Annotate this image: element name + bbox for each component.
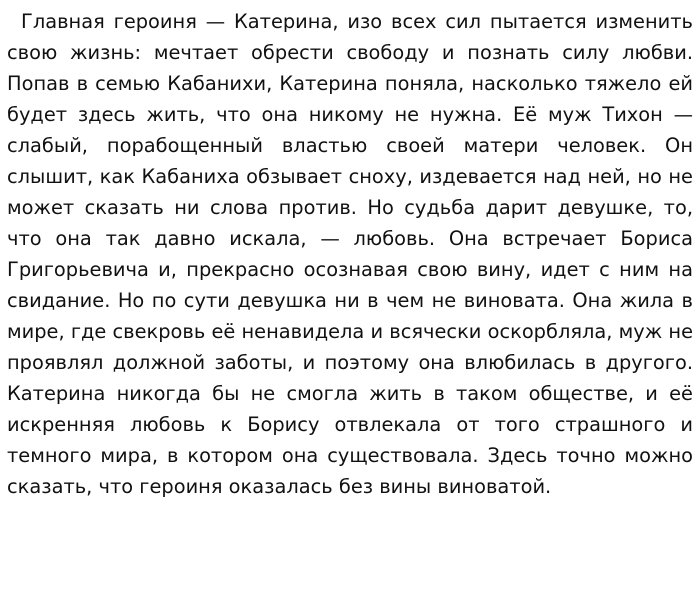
essay-paragraph: Главная героиня — Катерина, изо всех сил пытается изменить свою жизнь: мечтает обрести свободу и познать силу любви. Попав в семью Кабанихи, Катерина поняла, насколько тяжело ей будет здесь жить, что она никому не нужна. Её муж Тихон — слабый, порабощенный властью своей матери человек. Он слышит, как Кабаниха обзывает сноху, издевается над ней, но не может сказать ни слова против. Но судьба дарит девушке, то, что она так давно искала, — любовь. Она встречает Бориса Григорьевича и, прекрасно осознавая свою вину, идет с ним на свидание. Но по сути девушка ни в чем не виновата. Она жила в мире, где свекровь её ненавидела и всячески оскорбляла, муж не проявлял должной заботы, и поэтому она влюбилась в другого. Катерина никогда бы не смогла жить в таком обществе, и её искренняя любовь к Борису отвлекала от того страшного и темного мира, в котором она существовала. Здесь точно можно сказать, что героиня оказалась без вины виноватой.	[7, 10, 693, 498]
document-page	[7, 6, 693, 502]
